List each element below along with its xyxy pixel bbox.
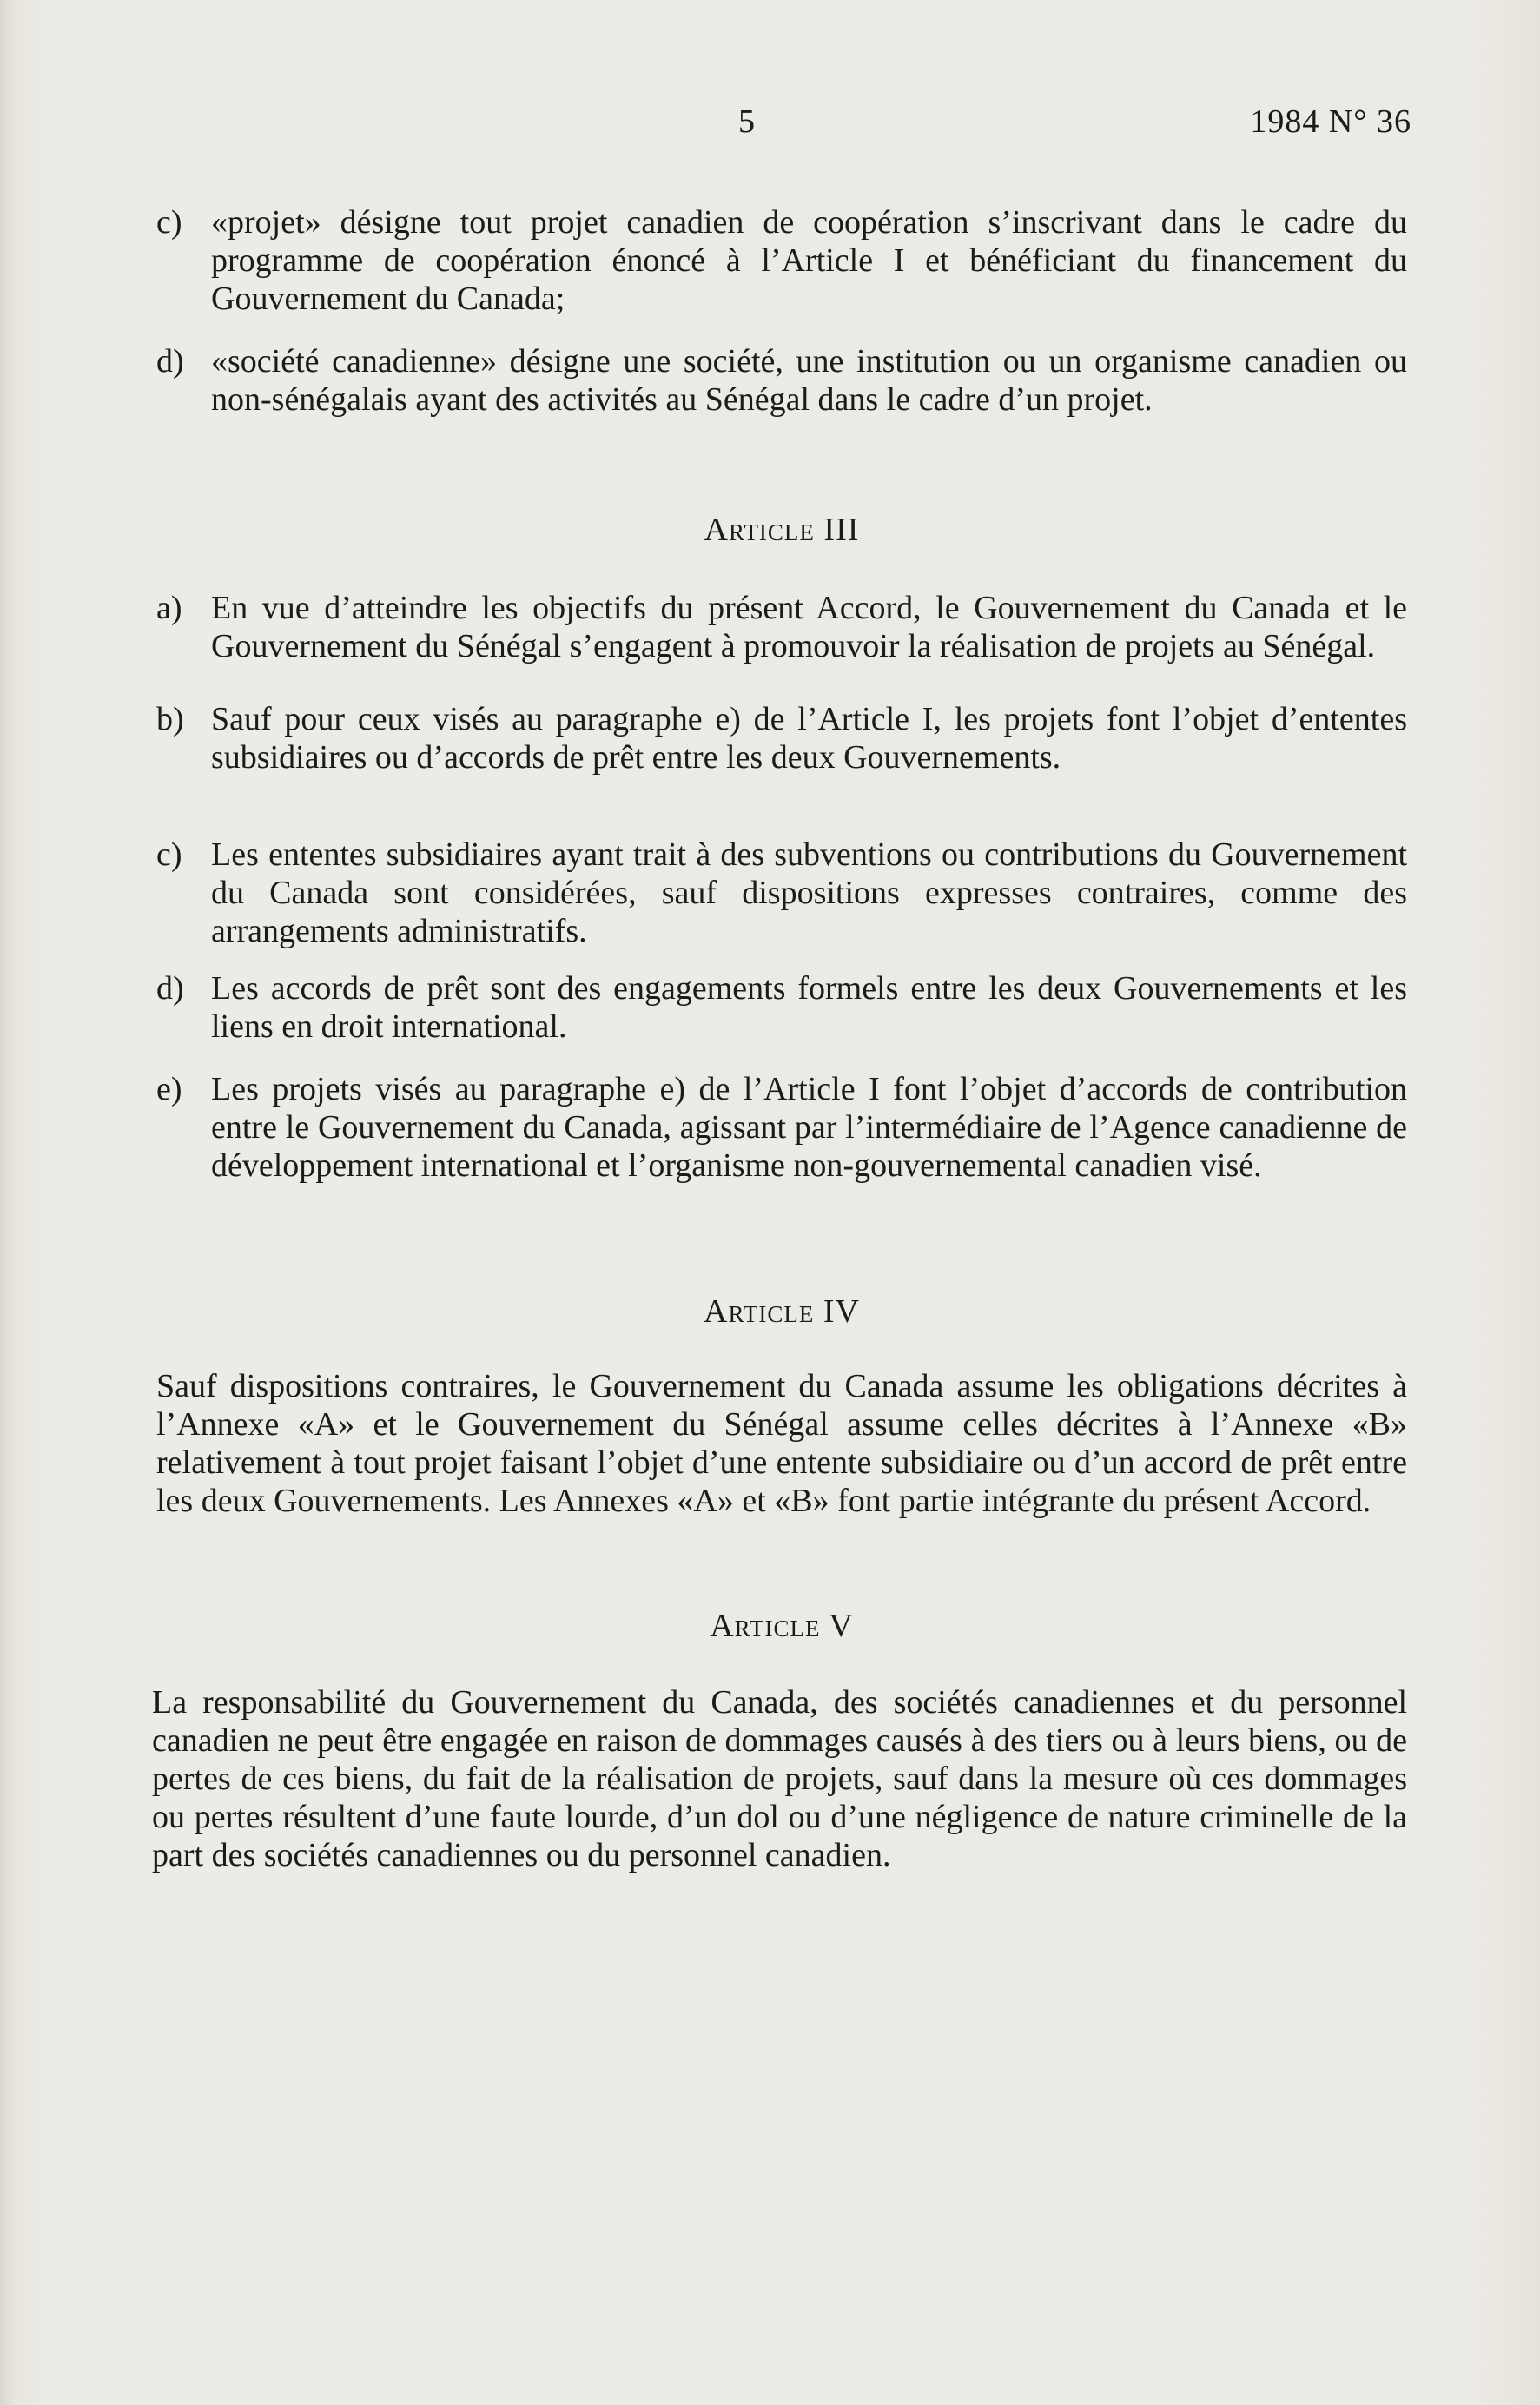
article2-item-c xyxy=(156,203,1407,318)
item-label: a) xyxy=(156,590,182,626)
document-reference: 1984 N° 36 xyxy=(1250,103,1411,140)
article5-paragraph xyxy=(152,1683,1407,1874)
article3-item-a xyxy=(156,589,1407,665)
article3-item-c xyxy=(156,836,1407,950)
item-text: Les accords de prêt sont des engagements formels entre les deux Gouvernements et les liens en droit international. xyxy=(211,970,1407,1045)
item-text: Les projets visés au paragraphe e) de l’Article I font l’objet d’accords de contribution entre le Gouvernement du Canada, agissant par l’intermédiaire de l’Agence canadienne de développement international et l’organisme non-gouvernemental canadien visé. xyxy=(211,1071,1407,1184)
article2-item-d xyxy=(156,342,1407,419)
item-text: Sauf pour ceux visés au paragraphe e) de l’Article I, les projets font l’objet d’ententes subsidiaires ou d’accords de prêt entre les deux Gouvernements. xyxy=(211,701,1407,776)
article3-item-e xyxy=(156,1070,1407,1185)
item-text: En vue d’atteindre les objectifs du présent Accord, le Gouvernement du Canada et le Gouvernement du Sénégal s’engagent à promouvoir la réalisation de projets au Sénégal. xyxy=(211,590,1407,664)
article4-text: Sauf dispositions contraires, le Gouvernement du Canada assume les obligations décrites à l’Annexe «A» et le Gouvernement du Sénégal assume celles décrites à l’Annexe «B» relativement à tout projet faisant l’objet d’une entente subsidiaire ou d’un accord de prêt entre les deux Gouvernements. Les Annexes «A» et «B» font partie intégrante du présent Accord. xyxy=(156,1368,1407,1519)
page-number: 5 xyxy=(738,103,755,140)
item-label: e) xyxy=(156,1071,182,1107)
item-label: d) xyxy=(156,970,184,1007)
item-text: «projet» désigne tout projet canadien de coopération s’inscrivant dans le cadre du programme de coopération énoncé à l’Article I et bénéficiant du financement du Gouvernement du Canada; xyxy=(211,204,1407,317)
article5-text: La responsabilité du Gouvernement du Canada, des sociétés canadiennes et du personnel canadien ne peut être engagée en raison de dommages causés à des tiers ou à leurs biens, ou de pertes de ces biens, du fait de la réalisation de projets, sauf dans la mesure où ces dommages ou pertes résultent d’une faute lourde, d’un dol ou d’une négligence de nature criminelle de la part des sociétés canadiennes ou du personnel canadien. xyxy=(152,1684,1407,1873)
item-text: Les ententes subsidiaires ayant trait à des subventions ou contributions du Gouvernement du Canada sont considérées, sauf dispositions expresses contraires, comme des arrangements administratifs. xyxy=(211,836,1407,949)
article4-paragraph xyxy=(156,1367,1407,1520)
article3-heading: Article III xyxy=(704,512,860,548)
item-text: «société canadienne» désigne une société, une institution ou un organisme canadien ou non-sénégalais ayant des activités au Sénégal dans le cadre d’un projet. xyxy=(211,343,1407,418)
item-label: b) xyxy=(156,701,184,737)
article5-heading: Article V xyxy=(710,1608,854,1644)
article3-item-d xyxy=(156,969,1407,1046)
document-body xyxy=(152,203,1407,1874)
item-label: c) xyxy=(156,836,182,873)
item-label: c) xyxy=(156,204,182,241)
article4-heading: Article IV xyxy=(704,1293,860,1330)
article3-item-b xyxy=(156,700,1407,776)
item-label: d) xyxy=(156,343,184,380)
page-header xyxy=(0,102,1540,155)
